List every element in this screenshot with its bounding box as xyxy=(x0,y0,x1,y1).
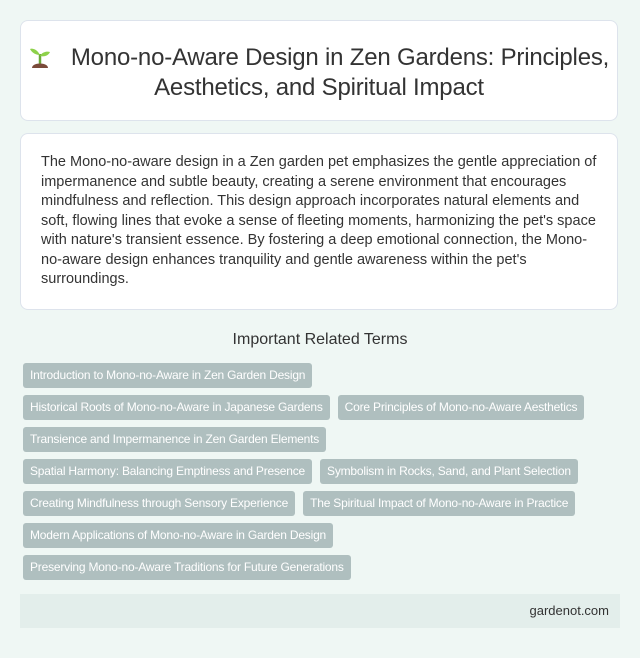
related-term-tag[interactable]: Modern Applications of Mono-no-Aware in Garden Design xyxy=(23,523,333,548)
related-terms-list xyxy=(23,363,620,580)
page-title xyxy=(21,43,617,103)
header-card xyxy=(20,20,618,121)
related-term-tag[interactable]: Preserving Mono-no-Aware Traditions for Future Generations xyxy=(23,555,351,580)
description-card xyxy=(20,133,618,310)
footer xyxy=(20,594,620,628)
related-term-tag[interactable]: Core Principles of Mono-no-Aware Aesthetics xyxy=(338,395,585,420)
related-term-tag[interactable]: Creating Mindfulness through Sensory Experience xyxy=(23,491,295,516)
related-term-tag[interactable]: Introduction to Mono-no-Aware in Zen Garden Design xyxy=(23,363,312,388)
related-term-tag[interactable]: Symbolism in Rocks, Sand, and Plant Selection xyxy=(320,459,578,484)
footer-site-link[interactable]: gardenot.com xyxy=(529,603,609,618)
related-term-tag[interactable]: Historical Roots of Mono-no-Aware in Japanese Gardens xyxy=(23,395,330,420)
seedling-icon xyxy=(29,44,51,68)
related-term-tag[interactable]: The Spiritual Impact of Mono-no-Aware in Practice xyxy=(303,491,575,516)
related-term-tag[interactable]: Spatial Harmony: Balancing Emptiness and Presence xyxy=(23,459,312,484)
page-title-text: Mono-no-Aware Design in Zen Gardens: Principles, Aesthetics, and Spiritual Impact xyxy=(70,44,610,101)
related-terms-heading: Important Related Terms xyxy=(232,331,408,348)
description-text: The Mono-no-aware design in a Zen garden pet emphasizes the gentle appreciation of impermanence and subtle beauty, creating a serene environment that encourages mindfulness and reflection. This design approach incorporates natural elements and soft, flowing lines that evoke a sense of fleeting moments, harmonizing the pet's space with nature's transient essence. By fostering a deep emotional connection, the Mono-no-aware design enhances tranquility and gentle awareness within the pet's surroundings. xyxy=(41,154,597,287)
related-term-tag[interactable]: Transience and Impermanence in Zen Garden Elements xyxy=(23,427,326,452)
